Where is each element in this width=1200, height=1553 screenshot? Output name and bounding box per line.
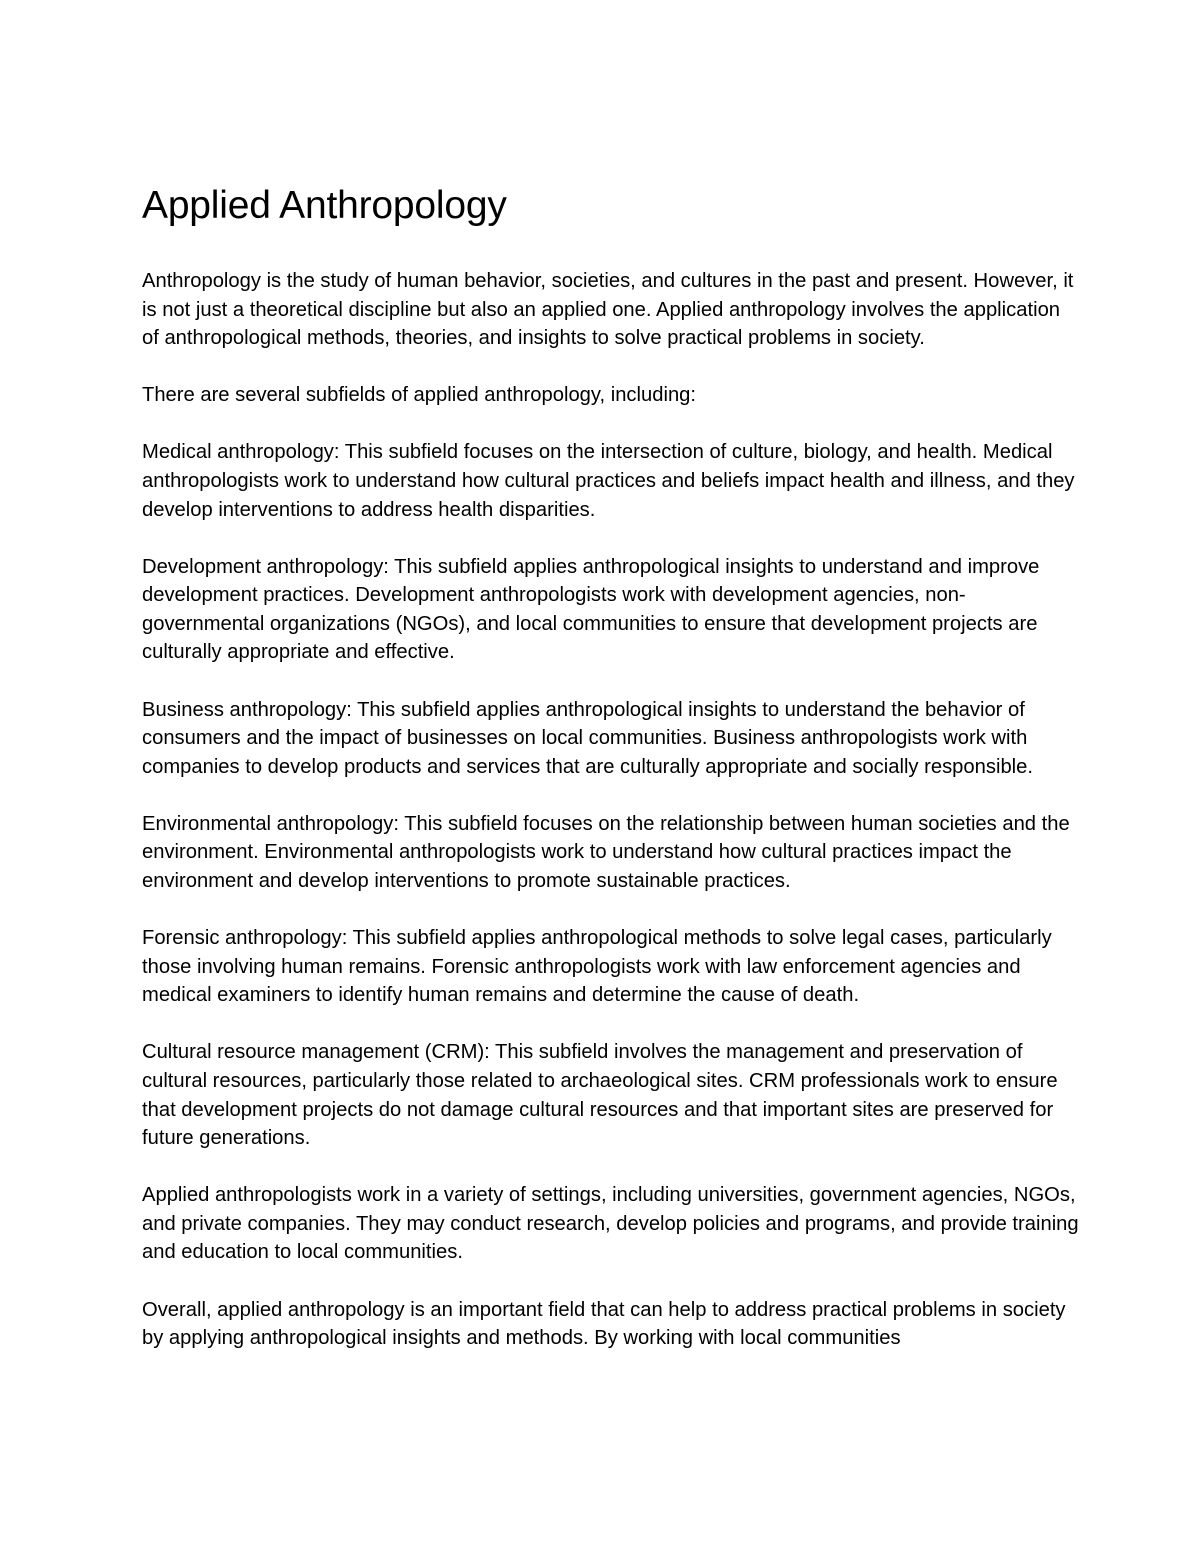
paragraph-cultural-resource-management: Cultural resource management (CRM): This subfield involves the management and preservation of cultural resources, particularly those related to archaeological sites. CRM professionals work to ensure that development projects do not damage cultural resources and that important sites are preserved for future generations. — [142, 1041, 1058, 1150]
paragraph-work-settings: Applied anthropologists work in a variety of settings, including universities, government agencies, NGOs, and private companies. They may conduct research, develop policies and programs, and provide training and education to local communities. — [142, 1184, 1079, 1264]
paragraph-intro: Anthropology is the study of human behavior, societies, and cultures in the past and present. However, it is not just a theoretical discipline but also an applied one. Applied anthropology involves the application of anthropological methods, theories, and insights to solve practical problems in society. — [142, 270, 1074, 350]
paragraph-development-anthropology: Development anthropology: This subfield applies anthropological insights to understand and improve development practices. Development anthropologists work with development agencies, non-governmental organizations (NGOs), and local communities to ensure that development projects are culturally appropriate and effective. — [142, 555, 1040, 664]
paragraph-subfields-lead: There are several subfields of applied anthropology, including: — [142, 384, 697, 407]
paragraph-medical-anthropology: Medical anthropology: This subfield focuses on the intersection of culture, biology, and health. Medical anthropologists work to understand how cultural practices and beliefs impact health and illness, and they develop interventions to address health disparities. — [142, 441, 1075, 521]
paragraph-forensic-anthropology: Forensic anthropology: This subfield applies anthropological methods to solve legal cases, particularly those involving human remains. Forensic anthropologists work with law enforcement agencies and medical examiners to identify human remains and determine the cause of death. — [142, 927, 1052, 1007]
paragraph-business-anthropology: Business anthropology: This subfield applies anthropological insights to understand the behavior of consumers and the impact of businesses on local communities. Business anthropologists work with companies to develop products and services that are culturally appropriate and socially responsible. — [142, 698, 1033, 778]
paragraph-overall: Overall, applied anthropology is an important field that can help to address practical problems in society by applying anthropological insights and methods. By working with local communities — [142, 1298, 1066, 1350]
document-body — [142, 183, 1082, 1353]
paragraph-environmental-anthropology: Environmental anthropology: This subfield focuses on the relationship between human societies and the environment. Environmental anthropologists work to understand how cultural practices impact the environment and develop interventions to promote sustainable practices. — [142, 812, 1070, 892]
document-title: Applied Anthropology — [142, 184, 507, 227]
